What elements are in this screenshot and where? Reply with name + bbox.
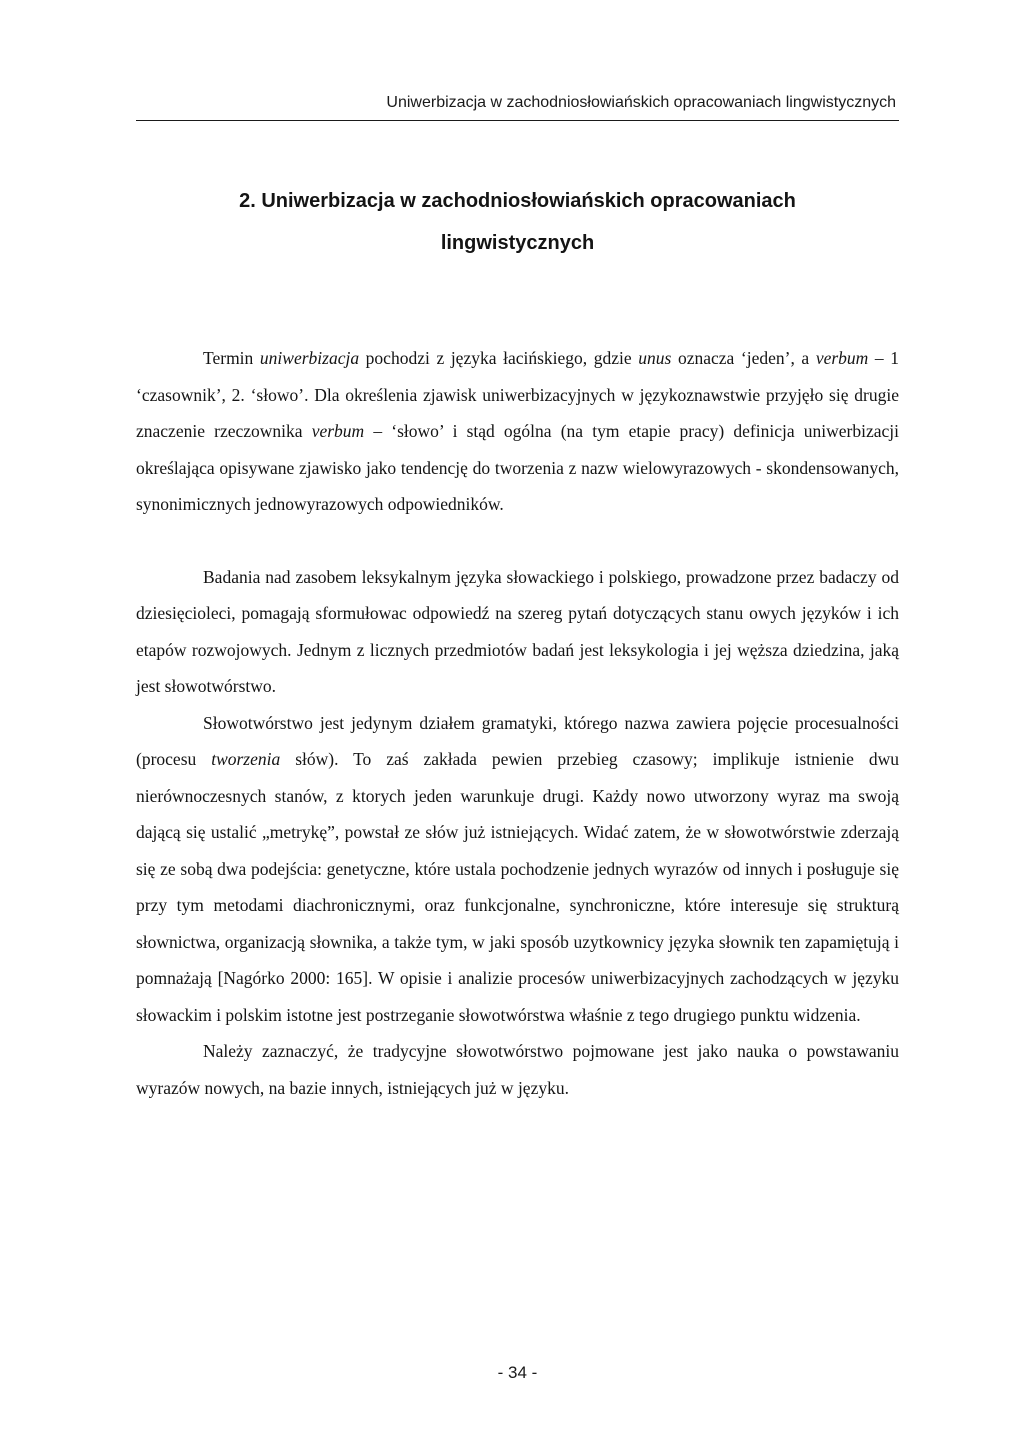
page-number: - 34 -: [497, 1363, 538, 1382]
chapter-title: [136, 180, 899, 264]
term-uniwerbizacja: uniwerbizacja: [259, 348, 360, 368]
paragraph-1-text-b: pochodzi z języka łacińskiego, gdzie: [359, 348, 639, 368]
paragraph-3-text-b: słów). To zaś zakłada pewien przebieg czasowy; implikuje istnienie dwu nierównoczesnych stanów, z ktorych jeden warunkuje drugi. Każdy nowo utworzony wyraz ma swoją dającą się ustalić „metrykę”, powstał ze słów już istniejących. Widać zatem, że w słowotwórstwie zderzają się ze sobą dwa podejścia: genetyczne, które ustala pochodzenie jednych wyrazów od innych i posługuje się przy tym metodami diachronicznymi, oraz funkcjonalne, synchroniczne, które interesuje się strukturą słownictwa, organizacją słownika, a także tym, w jaki sposób uzytkownicy języka słownik ten zapamiętują i pomnażają [Nagórko 2000: 165]. W opisie i analizie procesów uniwerbizacyjnych zachodzących w języku słowackim i polskim istotne jest postrzeganie słowotwórstwa właśnie z tego drugiego punktu widzenia.: [136, 749, 899, 1025]
term-verbum: verbum: [815, 348, 869, 368]
paragraph-3-text-a: Słowotwórstwo jest jedynym działem gramatyki, którego nazwa zawiera pojęcie procesualności (procesu: [136, 712, 899, 769]
paragraph-1: [136, 340, 899, 523]
body-text: [136, 340, 899, 1106]
paragraph-1-text-a: Termin: [203, 348, 260, 368]
paragraph-2: Badania nad zasobem leksykalnym języka słowackiego i polskiego, prowadzone przez badaczy od dziesięcioleci, pomagają sformułowac odpowiedź na szereg pytań dotyczących stanu owych języków i ich etapów rozwojowych. Jednym z licznych przedmiotów badań jest leksykologia i jej węższa dziedzina, jaką jest słowotwórstwo.: [136, 566, 899, 696]
chapter-title-line-1: 2. Uniwerbizacja w zachodniosłowiańskich opracowaniach: [239, 190, 796, 212]
chapter-title-line-2: lingwistycznych: [440, 232, 595, 254]
paragraph-3: [136, 705, 899, 1034]
running-header: Uniwerbizacja w zachodniosłowiańskich opracowaniach lingwistycznych: [386, 94, 896, 111]
term-verbum-2: verbum: [311, 421, 365, 441]
paragraph-1-text-e: – ‘słowo’ i stąd ogólna (na tym etapie pracy) definicja uniwerbizacji określająca opisywane zjawisko jako tendencję do tworzenia z nazw wielowyrazowych - skondensowanych, synonimicznych jednowyrazowych odpowiedników.: [136, 421, 899, 514]
paragraph-1-text-c: oznacza ‘jeden’, a: [671, 348, 816, 368]
paragraph-1-text-d: – 1 ‘czasownik’, 2. ‘słowo’. Dla określenia zjawisk uniwerbizacyjnych w językoznawstwie przyjęło się drugie znaczenie rzeczownika: [136, 348, 900, 441]
paragraph-4: Należy zaznaczyć, że tradycyjne słowotwórstwo pojmowane jest jako nauka o powstawaniu wyrazów nowych, na bazie innych, istniejących już w języku.: [136, 1041, 899, 1098]
term-unus: unus: [638, 348, 672, 368]
term-tworzenia: tworzenia: [211, 749, 281, 769]
header-rule: [136, 120, 899, 121]
